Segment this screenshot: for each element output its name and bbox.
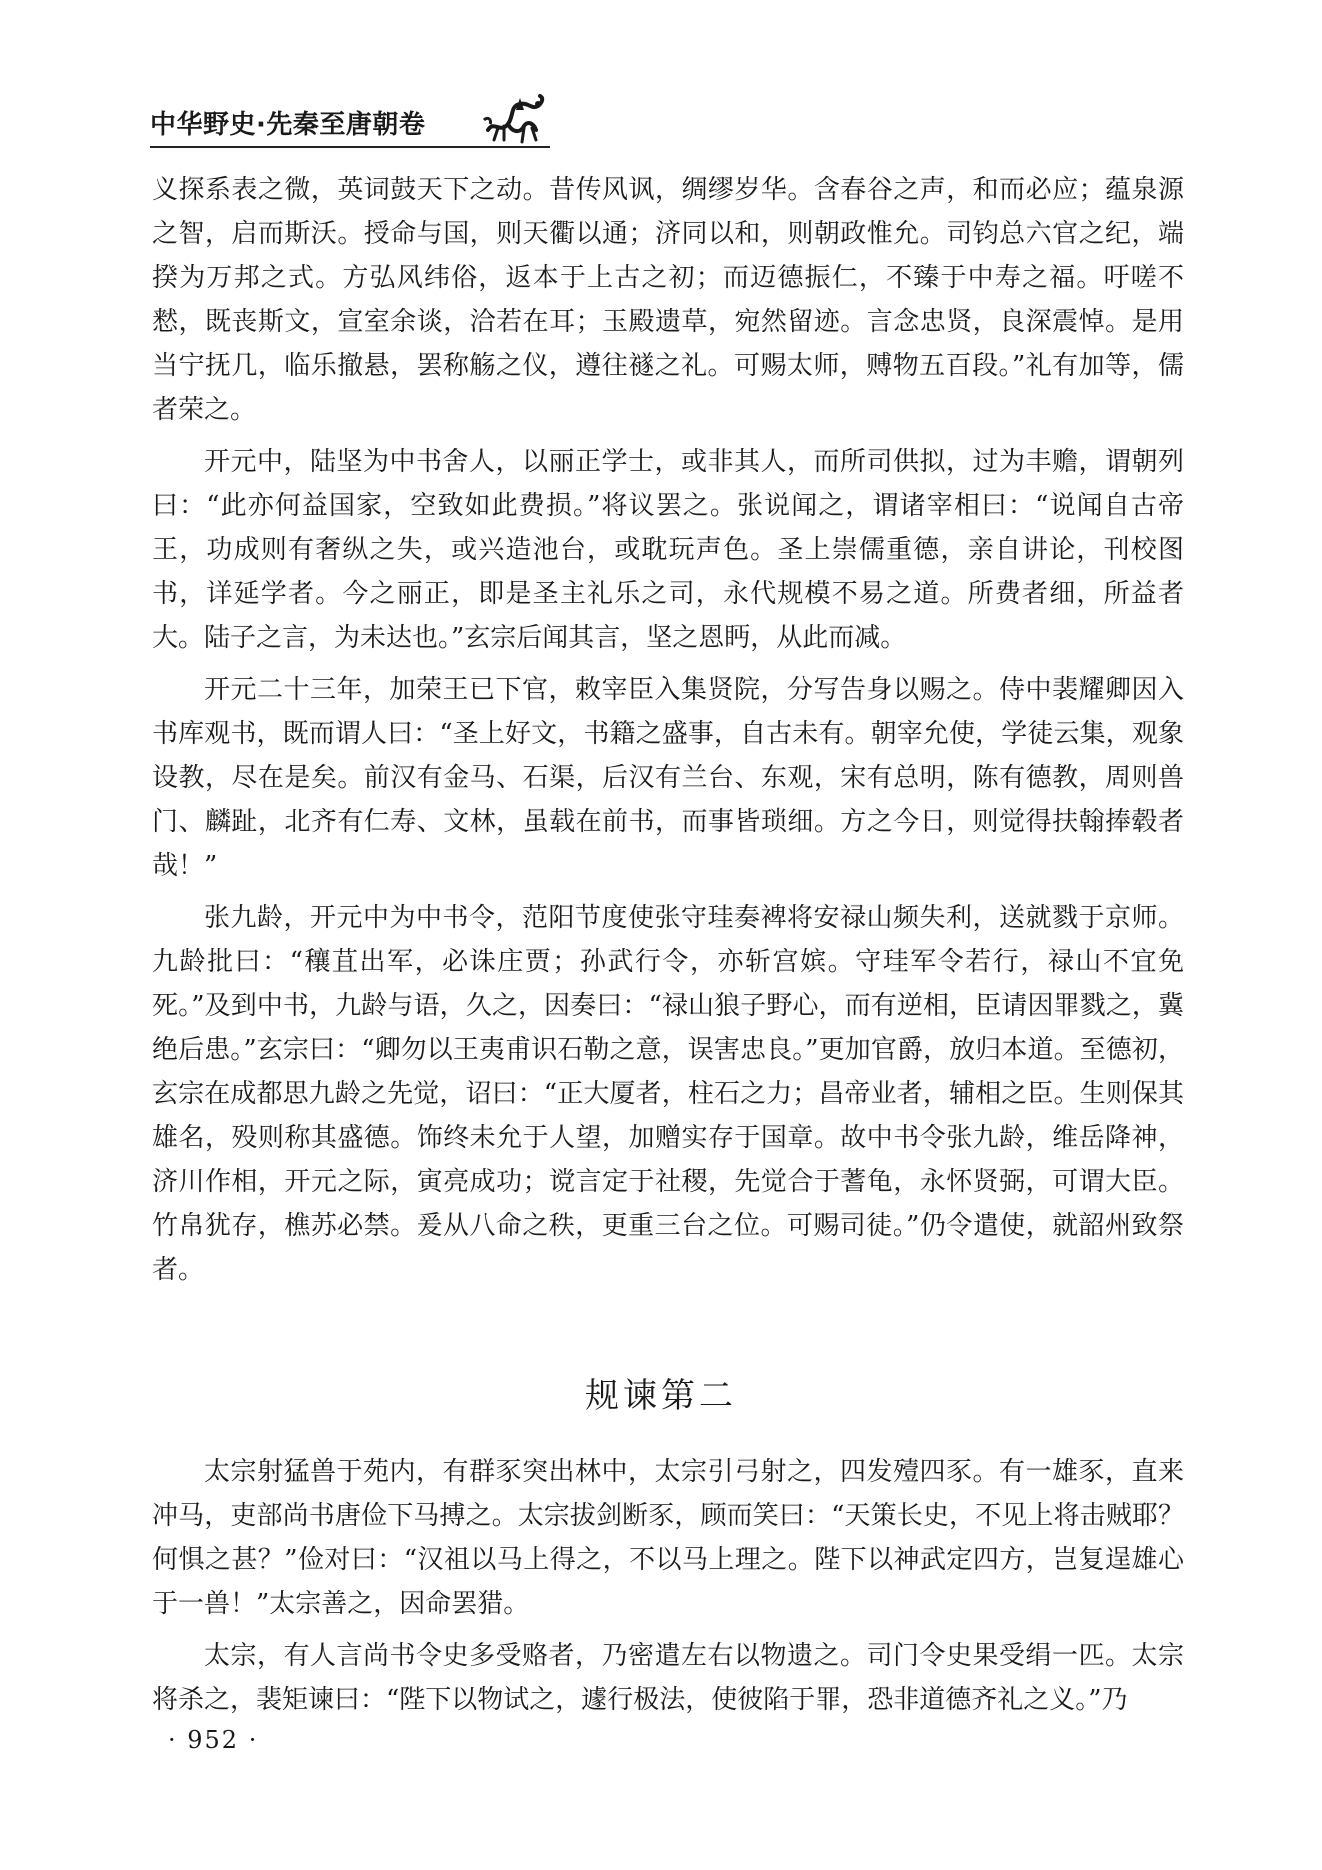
header-rule: [150, 146, 550, 148]
section-heading: 规谏第二: [585, 1376, 737, 1416]
paragraph-4: 张九龄，开元中为中书令，范阳节度使张守珪奏裨将安禄山频失利，送就戮于京师。九龄批曰：“穰苴出军，必诛庄贾；孙武行令，亦斩宫嫔。守珪军令若行，禄山不宜免死。”及到中书，九龄与语，久之，因奏曰：“禄山狼子野心，而有逆相，臣请因罪戮之，冀绝后患。”玄宗曰：“卿勿以王夷甫识石勒之意，误害忠良。”更加官爵，放归本道。至德初，玄宗在成都思九龄之先觉，诏曰：“正大厦者，柱石之力；昌帝业者，辅相之臣。生则保其雄名，殁则称其盛德。饰终未允于人望，加赠实存于国章。故中书令张九龄，维岳降神，济川作相，开元之际，寅亮成功；谠言定于社稷，先觉合于蓍龟，永怀贤弼，可谓大臣。竹帛犹存，樵苏必禁。爰从八命之秩，更重三台之位。可赐司徒。”仍令遣使，就韶州致祭者。: [152, 903, 1184, 1285]
main-text: [152, 168, 1184, 1300]
running-header: [150, 90, 550, 152]
book-title: 中华野史·先秦至唐朝卷: [150, 110, 426, 140]
paragraph-2: 开元中，陆坚为中书舍人，以丽正学士，或非其人，而所司供拟，过为丰赡，谓朝列曰：“此亦何益国家，空致如此费损。”将议罢之。张说闻之，谓诸宰相曰：“说闻自古帝王，功成则有奢纵之失，或兴造池台，或耽玩声色。圣上崇儒重德，亲自讲论，刊校图书，详延学者。今之丽正，即是圣主礼乐之司，永代规模不易之道。所费者细，所益者大。陆子之言，为未达也。”玄宗后闻其言，坚之恩眄，从此而减。: [152, 447, 1184, 653]
section-paragraph-2: 太宗，有人言尚书令史多受赂者，乃密遣左右以物遗之。司门令史果受绢一匹。太宗将杀之，裴矩谏曰：“陛下以物试之，遽行极法，使彼陷于罪，恐非道德齐礼之义。”乃: [152, 1641, 1184, 1715]
page-number: · 952 ·: [168, 1726, 259, 1754]
paragraph-3: 开元二十三年，加荣王已下官，敕宰臣入集贤院，分写告身以赐之。侍中裴耀卿因入书库观书，既而谓人曰：“圣上好文，书籍之盛事，自古未有。朝宰允使，学徒云集，观象设教，尽在是矣。前汉有金马、石渠，后汉有兰台、东观，宋有总明，陈有德教，周则兽门、麟趾，北齐有仁寿、文林，虽载在前书，而事皆琐细。方之今日，则觉得扶翰捧毂者哉！”: [152, 675, 1184, 881]
section-paragraph-1: 太宗射猛兽于苑内，有群豕突出林中，太宗引弓射之，四发殪四豕。有一雄豕，直来冲马，吏部尚书唐俭下马搏之。太宗拔剑断豕，顾而笑曰：“天策长史，不见上将击贼耶？何惧之甚？”俭对曰：“汉祖以马上得之，不以马上理之。陛下以神武定四方，岂复逞雄心于一兽！”太宗善之，因命罢猎。: [152, 1457, 1184, 1619]
section-text: [152, 1450, 1184, 1730]
dragon-emblem-icon: [480, 90, 550, 150]
paragraph-1: 义探系表之微，英词鼓天下之动。昔传风讽，绸缪岁华。含春谷之声，和而必应；蕴泉源之智，启而斯沃。授命与国，则天衢以通；济同以和，则朝政惟允。司钧总六官之纪，端揆为万邦之式。方弘风纬俗，返本于上古之初；而迈德振仁，不臻于中寿之福。吁嗟不慭，既丧斯文，宣室余谈，洽若在耳；玉殿遗草，宛然留迹。言念忠贤，良深震悼。是用当宁抚几，临乐撤悬，罢称觞之仪，遵往禭之礼。可赐太师，赙物五百段。”礼有加等，儒者荣之。: [152, 175, 1184, 425]
